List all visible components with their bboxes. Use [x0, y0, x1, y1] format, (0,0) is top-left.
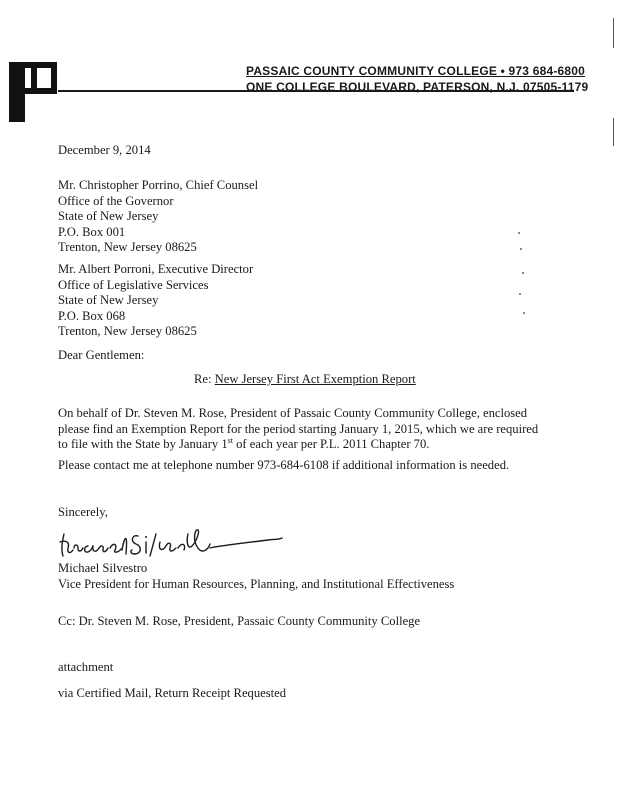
handwritten-signature — [58, 520, 288, 562]
recipient-block-1 — [58, 178, 258, 256]
subject-prefix: Re: — [194, 372, 215, 386]
address-line: Mr. Christopher Porrino, Chief Counsel — [58, 178, 259, 192]
cc-line: Cc: Dr. Steven M. Rose, President, Passaic County Community College — [58, 614, 421, 628]
address-line: Office of Legislative Services — [58, 277, 209, 292]
superscript: st — [227, 435, 233, 445]
salutation: Dear Gentlemen: — [58, 348, 145, 362]
signer-block — [58, 561, 454, 592]
delivery-note: via Certified Mail, Return Receipt Requested — [58, 686, 287, 700]
subject-line — [194, 372, 416, 388]
paragraph-line: On behalf of Dr. Steven M. Rose, President of Passaic County Community College, enclosed — [58, 406, 528, 420]
paragraph-line: please find an Exemption Report for the period starting January 1, 2015, which we are required — [58, 421, 539, 436]
body-paragraph-1 — [58, 406, 538, 453]
address-line: P.O. Box 068 — [58, 308, 126, 323]
closing: Sincerely, — [58, 505, 108, 519]
paragraph-line — [58, 437, 538, 453]
address-line: State of New Jersey — [58, 293, 159, 307]
letter-date: December 9, 2014 — [58, 143, 151, 157]
address-line: State of New Jersey — [58, 209, 159, 223]
body-paragraph-2: Please contact me at telephone number 973-684-6108 if additional information is needed. — [58, 458, 510, 472]
scan-edge-mark — [613, 18, 615, 48]
subject-title: New Jersey First Act Exemption Report — [214, 372, 416, 386]
letterhead-line-2: ONE COLLEGE BOULEVARD, PATERSON, N.J. 07505-1179 — [246, 80, 589, 94]
address-line: Office of the Governor — [58, 193, 174, 208]
recipient-block-2 — [58, 262, 253, 340]
address-line: Trenton, New Jersey 08625 — [58, 240, 197, 254]
signer-name: Michael Silvestro — [58, 561, 148, 575]
signer-title: Vice President for Human Resources, Planning, and Institutional Effectiveness — [58, 576, 455, 591]
college-logo — [9, 62, 57, 122]
address-line: Trenton, New Jersey 08625 — [58, 324, 197, 338]
attachment-note: attachment — [58, 660, 114, 674]
scan-speck — [518, 232, 520, 234]
scan-speck — [523, 312, 525, 314]
scan-speck — [522, 272, 524, 274]
paragraph-text: of each year per P.L. 2011 Chapter 70. — [232, 437, 430, 451]
address-line: Mr. Albert Porroni, Executive Director — [58, 262, 254, 276]
scan-speck — [520, 248, 522, 250]
address-line: P.O. Box 001 — [58, 224, 126, 239]
scan-edge-mark — [613, 118, 615, 146]
paragraph-text: to file with the State by January 1 — [58, 437, 228, 451]
scan-speck — [519, 293, 521, 295]
letterhead-line-1: PASSAIC COUNTY COMMUNITY COLLEGE • 973 684-6800 — [246, 64, 586, 78]
